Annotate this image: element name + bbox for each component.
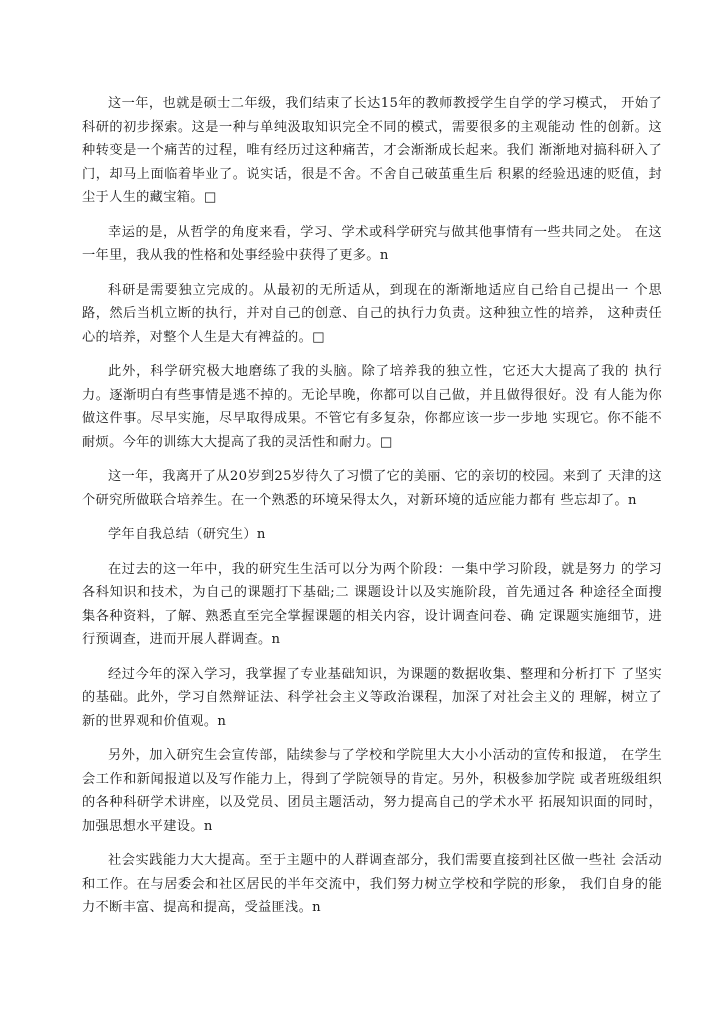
paragraph-8: 另外，加入研究生会宣传部，陆续参与了学校和学院里大大小小活动的宣传和报道， 在学生会工作和新闻报道以及写作能力上，得到了学院领导的肯定。另外，积极参加学院 或者班级组织的各种科研学术讲座，以及党员、团员主题活动，努力提高自己的学术水平 拓展知识面的同时，加强思想水平建设。n	[82, 748, 662, 834]
paragraph-5: 这一年，我离开了从20岁到25岁待久了习惯了它的美丽、它的亲切的校园。来到了 天津的这个研究所做联合培养生。在一个熟悉的环境呆得太久，对新环境的适应能力都有 些忘却了。n	[82, 469, 662, 508]
paragraph-7: 经过今年的深入学习，我掌握了专业基础知识，为课题的数据收集、整理和分析打下 了坚实的基础。此外，学习自然辩证法、科学社会主义等政治课程，加深了对社会主义的 理解，树立了新的世界观和价值观。n	[82, 666, 662, 729]
paragraph-3: 科研是需要独立完成的。从最初的无所适从，到现在的渐渐地适应自己给自己提出一 个思路，然后当机立断的执行，并对自己的创意、自己的执行力负责。这种独立性的培养， 这种责任心的培养，对整个人生是大有裨益的。□	[82, 282, 662, 345]
paragraph-4: 此外，科学研究极大地磨练了我的头脑。除了培养我的独立性，它还大大提高了我的 执行力。逐渐明白有些事情是逃不掉的。无论早晚，你都可以自己做，并且做得很好。没 有人能为你做这件事。尽早实施，尽早取得成果。不管它有多复杂，你都应该一步一步地 实现它。你不能不耐烦。今年的训练大大提高了我的灵活性和耐力。□	[82, 364, 662, 450]
document-page	[82, 92, 662, 931]
paragraph-1: 这一年，也就是硕士二年级，我们结束了长达15年的教师教授学生自学的学习模式， 开始了科研的初步探索。这是一种与单纯汲取知识完全不同的模式，需要很多的主观能动 性的创新。这种转变是一个痛苦的过程，唯有经历过这种痛苦，才会渐渐成长起来。我们 渐渐地对搞科研入了门，却马上面临着毕业了。说实话，很是不舍。不舍自己破茧重生后 积累的经验迅速的贬值，封尘于人生的藏宝箱。□	[82, 96, 662, 205]
paragraph-9: 社会实践能力大大提高。至于主题中的人群调查部分，我们需要直接到社区做一些社 会活动和工作。在与居委会和社区居民的半年交流中，我们努力树立学校和学院的形象， 我们自身的能力不断丰富、提高和提高，受益匪浅。n	[82, 853, 662, 915]
paragraph-6: 在过去的这一年中，我的研究生生活可以分为两个阶段：一集中学习阶段，就是努力 的学习各科知识和技术，为自己的课题打下基础;二 课题设计以及实施阶段，首先通过各 种途径全面搜集各种资料，了解、熟悉直至完全掌握课题的相关内容，设计调查问卷、确 定课题实施细节，进行预调查，进而开展人群调查。n	[82, 561, 662, 647]
paragraph-2: 幸运的是，从哲学的角度来看，学习、学术或科学研究与做其他事情有一些共同之处。 在这一年里，我从我的性格和处事经验中获得了更多。n	[82, 224, 662, 263]
section-heading: 学年自我总结（研究生）n	[108, 527, 266, 542]
